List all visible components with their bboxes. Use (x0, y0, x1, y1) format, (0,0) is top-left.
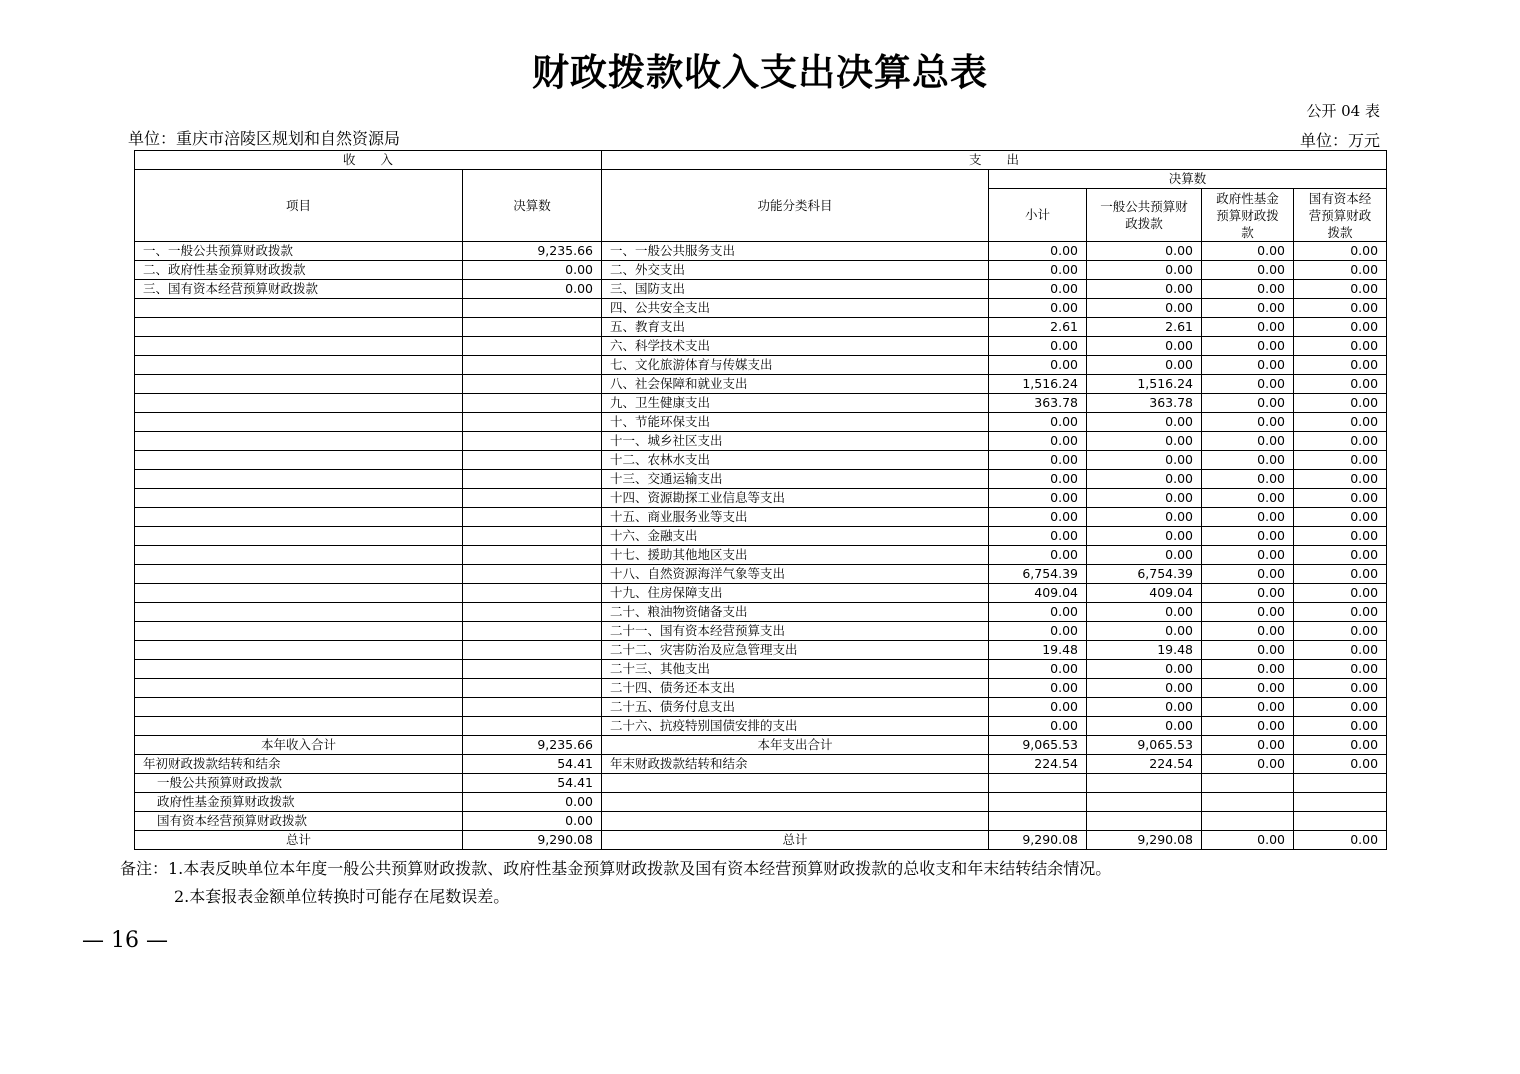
income-item-value (463, 432, 602, 451)
expense-header: 支 出 (602, 151, 1387, 170)
carry-end-general: 224.54 (1087, 755, 1202, 774)
table-row (135, 565, 1387, 584)
empty-cell (602, 793, 989, 812)
income-header: 收 入 (135, 151, 602, 170)
income-item-label (135, 375, 463, 394)
func-item-header: 功能分类科目 (602, 170, 989, 242)
table-row (135, 394, 1387, 413)
carry-sub-row (135, 774, 1387, 793)
note-1: 备注：1.本表反映单位本年度一般公共预算财政拨款、政府性基金预算财政拨款及国有资本经营预算财政拨款的总收支和年末结转结余情况。 (120, 859, 1112, 878)
year-expense-general: 9,065.53 (1087, 736, 1202, 755)
income-item-value (463, 356, 602, 375)
grand-expense-general: 9,290.08 (1087, 831, 1202, 850)
expense-subtotal: 0.00 (989, 679, 1087, 698)
income-item-value (463, 299, 602, 318)
final-header: 决算数 (989, 170, 1387, 189)
carry-sub-label: 国有资本经营预算财政拨款 (135, 812, 463, 831)
expense-gov-fund: 0.00 (1202, 546, 1294, 565)
income-item-label (135, 299, 463, 318)
income-item-value (463, 679, 602, 698)
expense-subtotal: 0.00 (989, 451, 1087, 470)
expense-general: 0.00 (1087, 508, 1202, 527)
expense-state-capital: 0.00 (1294, 603, 1387, 622)
item-header: 项目 (135, 170, 463, 242)
income-item-label (135, 546, 463, 565)
expense-general: 0.00 (1087, 679, 1202, 698)
expense-gov-fund: 0.00 (1202, 565, 1294, 584)
year-expense-total-label: 本年支出合计 (602, 736, 989, 755)
budget-table (134, 150, 1387, 850)
expense-state-capital: 0.00 (1294, 451, 1387, 470)
expense-general: 19.48 (1087, 641, 1202, 660)
expense-subtotal: 1,516.24 (989, 375, 1087, 394)
expense-gov-fund: 0.00 (1202, 679, 1294, 698)
header-row-1 (135, 151, 1387, 170)
expense-general: 0.00 (1087, 546, 1202, 565)
empty-cell (1294, 793, 1387, 812)
amount-header: 决算数 (463, 170, 602, 242)
expense-gov-fund: 0.00 (1202, 413, 1294, 432)
grand-income-total-label: 总计 (135, 831, 463, 850)
expense-general: 0.00 (1087, 527, 1202, 546)
expense-state-capital: 0.00 (1294, 717, 1387, 736)
income-item-label (135, 432, 463, 451)
expense-state-capital: 0.00 (1294, 337, 1387, 356)
expense-general: 363.78 (1087, 394, 1202, 413)
table-row (135, 337, 1387, 356)
table-row (135, 717, 1387, 736)
expense-general: 1,516.24 (1087, 375, 1202, 394)
table-row (135, 489, 1387, 508)
income-item-value: 0.00 (463, 280, 602, 299)
expense-item-label: 十一、城乡社区支出 (602, 432, 989, 451)
expense-state-capital: 0.00 (1294, 318, 1387, 337)
expense-gov-fund: 0.00 (1202, 641, 1294, 660)
expense-gov-fund: 0.00 (1202, 622, 1294, 641)
expense-state-capital: 0.00 (1294, 660, 1387, 679)
expense-gov-fund: 0.00 (1202, 603, 1294, 622)
expense-item-label: 九、卫生健康支出 (602, 394, 989, 413)
expense-item-label: 十七、援助其他地区支出 (602, 546, 989, 565)
carry-sub-row (135, 793, 1387, 812)
expense-item-label: 三、国防支出 (602, 280, 989, 299)
expense-general: 0.00 (1087, 470, 1202, 489)
empty-cell (989, 812, 1087, 831)
expense-general: 0.00 (1087, 337, 1202, 356)
expense-state-capital: 0.00 (1294, 299, 1387, 318)
year-income-total-label: 本年收入合计 (135, 736, 463, 755)
income-item-value (463, 584, 602, 603)
expense-state-capital: 0.00 (1294, 242, 1387, 261)
table-row (135, 660, 1387, 679)
table-row (135, 318, 1387, 337)
expense-gov-fund: 0.00 (1202, 584, 1294, 603)
grand-expense-state-capital: 0.00 (1294, 831, 1387, 850)
income-item-label (135, 337, 463, 356)
income-item-value (463, 489, 602, 508)
grand-expense-gov-fund: 0.00 (1202, 831, 1294, 850)
income-item-label: 三、国有资本经营预算财政拨款 (135, 280, 463, 299)
carry-end-subtotal: 224.54 (989, 755, 1087, 774)
income-item-value (463, 660, 602, 679)
expense-item-label: 二十二、灾害防治及应急管理支出 (602, 641, 989, 660)
expense-gov-fund: 0.00 (1202, 698, 1294, 717)
income-item-value (463, 318, 602, 337)
expense-subtotal: 0.00 (989, 698, 1087, 717)
expense-gov-fund: 0.00 (1202, 261, 1294, 280)
carry-end-gov-fund: 0.00 (1202, 755, 1294, 774)
table-row (135, 242, 1387, 261)
income-item-value (463, 717, 602, 736)
state-capital-header: 国有资本经营预算财政拨款 (1294, 189, 1387, 242)
year-income-total-value: 9,235.66 (463, 736, 602, 755)
page-number: — 16 — (82, 928, 168, 953)
expense-gov-fund: 0.00 (1202, 470, 1294, 489)
expense-gov-fund: 0.00 (1202, 489, 1294, 508)
year-expense-subtotal: 9,065.53 (989, 736, 1087, 755)
expense-item-label: 十九、住房保障支出 (602, 584, 989, 603)
income-item-value (463, 603, 602, 622)
expense-subtotal: 6,754.39 (989, 565, 1087, 584)
expense-item-label: 二十四、债务还本支出 (602, 679, 989, 698)
carry-sub-value: 54.41 (463, 774, 602, 793)
empty-cell (1087, 812, 1202, 831)
table-row (135, 508, 1387, 527)
expense-item-label: 二、外交支出 (602, 261, 989, 280)
income-item-label (135, 584, 463, 603)
expense-general: 6,754.39 (1087, 565, 1202, 584)
income-item-label: 二、政府性基金预算财政拨款 (135, 261, 463, 280)
year-expense-state-capital: 0.00 (1294, 736, 1387, 755)
expense-state-capital: 0.00 (1294, 489, 1387, 508)
carry-sub-value: 0.00 (463, 812, 602, 831)
expense-subtotal: 0.00 (989, 432, 1087, 451)
table-row (135, 432, 1387, 451)
unit-organization: 单位：重庆市涪陵区规划和自然资源局 (128, 129, 401, 148)
expense-subtotal: 2.61 (989, 318, 1087, 337)
table-row (135, 584, 1387, 603)
carry-sub-label: 政府性基金预算财政拨款 (135, 793, 463, 812)
income-item-value (463, 470, 602, 489)
expense-general: 0.00 (1087, 356, 1202, 375)
expense-subtotal: 0.00 (989, 622, 1087, 641)
grand-expense-total-label: 总计 (602, 831, 989, 850)
empty-cell (1202, 793, 1294, 812)
table-row (135, 280, 1387, 299)
expense-subtotal: 19.48 (989, 641, 1087, 660)
income-item-label: 一、一般公共预算财政拨款 (135, 242, 463, 261)
expense-item-label: 二十六、抗疫特别国债安排的支出 (602, 717, 989, 736)
expense-general: 0.00 (1087, 280, 1202, 299)
expense-subtotal: 0.00 (989, 280, 1087, 299)
expense-item-label: 十八、自然资源海洋气象等支出 (602, 565, 989, 584)
income-item-value (463, 413, 602, 432)
note-2: 2.本套报表金额单位转换时可能存在尾数误差。 (174, 887, 510, 906)
expense-subtotal: 0.00 (989, 527, 1087, 546)
expense-gov-fund: 0.00 (1202, 717, 1294, 736)
income-item-label (135, 641, 463, 660)
expense-gov-fund: 0.00 (1202, 432, 1294, 451)
expense-general: 0.00 (1087, 261, 1202, 280)
expense-item-label: 十六、金融支出 (602, 527, 989, 546)
expense-state-capital: 0.00 (1294, 565, 1387, 584)
expense-general: 0.00 (1087, 242, 1202, 261)
income-item-label (135, 622, 463, 641)
expense-gov-fund: 0.00 (1202, 318, 1294, 337)
expense-item-label: 六、科学技术支出 (602, 337, 989, 356)
expense-subtotal: 363.78 (989, 394, 1087, 413)
unit-currency: 单位：万元 (1299, 131, 1380, 150)
carry-end-state-capital: 0.00 (1294, 755, 1387, 774)
empty-cell (1087, 774, 1202, 793)
expense-state-capital: 0.00 (1294, 698, 1387, 717)
income-item-value (463, 565, 602, 584)
income-item-label (135, 698, 463, 717)
table-row (135, 641, 1387, 660)
income-item-label (135, 565, 463, 584)
expense-general: 0.00 (1087, 432, 1202, 451)
general-budget-header: 一般公共预算财政拨款 (1087, 189, 1202, 242)
expense-state-capital: 0.00 (1294, 261, 1387, 280)
expense-item-label: 十、节能环保支出 (602, 413, 989, 432)
carry-begin-label: 年初财政拨款结转和结余 (135, 755, 463, 774)
income-item-value (463, 508, 602, 527)
expense-gov-fund: 0.00 (1202, 451, 1294, 470)
grand-expense-subtotal: 9,290.08 (989, 831, 1087, 850)
page-title: 财政拨款收入支出决算总表 (532, 50, 988, 94)
gov-fund-header: 政府性基金预算财政拨款 (1202, 189, 1294, 242)
carry-begin-value: 54.41 (463, 755, 602, 774)
table-row (135, 603, 1387, 622)
expense-item-label: 二十一、国有资本经营预算支出 (602, 622, 989, 641)
expense-subtotal: 0.00 (989, 470, 1087, 489)
expense-subtotal: 0.00 (989, 603, 1087, 622)
expense-state-capital: 0.00 (1294, 356, 1387, 375)
expense-subtotal: 0.00 (989, 717, 1087, 736)
carry-sub-value: 0.00 (463, 793, 602, 812)
income-item-label (135, 679, 463, 698)
year-expense-gov-fund: 0.00 (1202, 736, 1294, 755)
empty-cell (1294, 812, 1387, 831)
empty-cell (989, 774, 1087, 793)
expense-state-capital: 0.00 (1294, 432, 1387, 451)
income-item-value (463, 527, 602, 546)
expense-subtotal: 409.04 (989, 584, 1087, 603)
expense-state-capital: 0.00 (1294, 413, 1387, 432)
income-item-label (135, 527, 463, 546)
income-item-label (135, 603, 463, 622)
table-row (135, 527, 1387, 546)
expense-state-capital: 0.00 (1294, 375, 1387, 394)
expense-general: 0.00 (1087, 451, 1202, 470)
expense-item-label: 七、文化旅游体育与传媒支出 (602, 356, 989, 375)
income-item-label (135, 394, 463, 413)
table-row (135, 470, 1387, 489)
expense-state-capital: 0.00 (1294, 584, 1387, 603)
income-item-value (463, 451, 602, 470)
grand-total-row (135, 831, 1387, 850)
expense-general: 0.00 (1087, 698, 1202, 717)
table-row (135, 356, 1387, 375)
expense-general: 2.61 (1087, 318, 1202, 337)
expense-item-label: 十四、资源勘探工业信息等支出 (602, 489, 989, 508)
table-row (135, 413, 1387, 432)
expense-state-capital: 0.00 (1294, 280, 1387, 299)
income-item-value (463, 546, 602, 565)
income-item-value: 9,235.66 (463, 242, 602, 261)
expense-gov-fund: 0.00 (1202, 356, 1294, 375)
carry-end-label: 年末财政拨款结转和结余 (602, 755, 989, 774)
expense-item-label: 五、教育支出 (602, 318, 989, 337)
expense-gov-fund: 0.00 (1202, 508, 1294, 527)
expense-item-label: 一、一般公共服务支出 (602, 242, 989, 261)
empty-cell (602, 812, 989, 831)
expense-item-label: 八、社会保障和就业支出 (602, 375, 989, 394)
subtotal-header: 小计 (989, 189, 1087, 242)
carry-row (135, 755, 1387, 774)
empty-cell (1294, 774, 1387, 793)
expense-item-label: 二十三、其他支出 (602, 660, 989, 679)
table-row (135, 299, 1387, 318)
table-row (135, 375, 1387, 394)
header-row-2 (135, 170, 1387, 189)
income-item-value (463, 698, 602, 717)
table-row (135, 622, 1387, 641)
income-item-value (463, 394, 602, 413)
empty-cell (989, 793, 1087, 812)
expense-general: 409.04 (1087, 584, 1202, 603)
empty-cell (602, 774, 989, 793)
expense-general: 0.00 (1087, 413, 1202, 432)
income-item-value (463, 375, 602, 394)
expense-state-capital: 0.00 (1294, 546, 1387, 565)
expense-subtotal: 0.00 (989, 356, 1087, 375)
empty-cell (1202, 812, 1294, 831)
expense-general: 0.00 (1087, 717, 1202, 736)
income-item-label (135, 356, 463, 375)
expense-general: 0.00 (1087, 299, 1202, 318)
income-item-value: 0.00 (463, 261, 602, 280)
expense-gov-fund: 0.00 (1202, 242, 1294, 261)
expense-state-capital: 0.00 (1294, 394, 1387, 413)
table-body (135, 242, 1387, 850)
income-item-label (135, 318, 463, 337)
grand-income-total-value: 9,290.08 (463, 831, 602, 850)
expense-item-label: 二十、粮油物资储备支出 (602, 603, 989, 622)
expense-state-capital: 0.00 (1294, 527, 1387, 546)
table-row (135, 546, 1387, 565)
expense-gov-fund: 0.00 (1202, 280, 1294, 299)
expense-gov-fund: 0.00 (1202, 527, 1294, 546)
expense-gov-fund: 0.00 (1202, 299, 1294, 318)
table-row (135, 451, 1387, 470)
expense-item-label: 十三、交通运输支出 (602, 470, 989, 489)
table-row (135, 261, 1387, 280)
expense-state-capital: 0.00 (1294, 679, 1387, 698)
expense-item-label: 四、公共安全支出 (602, 299, 989, 318)
expense-subtotal: 0.00 (989, 489, 1087, 508)
income-item-label (135, 717, 463, 736)
income-item-value (463, 337, 602, 356)
income-item-label (135, 660, 463, 679)
expense-general: 0.00 (1087, 660, 1202, 679)
year-total-row (135, 736, 1387, 755)
expense-item-label: 十五、商业服务业等支出 (602, 508, 989, 527)
income-item-label (135, 508, 463, 527)
expense-general: 0.00 (1087, 622, 1202, 641)
expense-state-capital: 0.00 (1294, 622, 1387, 641)
income-item-label (135, 451, 463, 470)
table-row (135, 679, 1387, 698)
expense-subtotal: 0.00 (989, 660, 1087, 679)
expense-state-capital: 0.00 (1294, 470, 1387, 489)
expense-gov-fund: 0.00 (1202, 394, 1294, 413)
expense-gov-fund: 0.00 (1202, 660, 1294, 679)
income-item-label (135, 413, 463, 432)
expense-gov-fund: 0.00 (1202, 375, 1294, 394)
expense-subtotal: 0.00 (989, 546, 1087, 565)
expense-gov-fund: 0.00 (1202, 337, 1294, 356)
empty-cell (1087, 793, 1202, 812)
form-code: 公开 04 表 (1306, 102, 1380, 120)
expense-subtotal: 0.00 (989, 337, 1087, 356)
empty-cell (1202, 774, 1294, 793)
expense-general: 0.00 (1087, 603, 1202, 622)
income-item-value (463, 622, 602, 641)
expense-subtotal: 0.00 (989, 299, 1087, 318)
expense-subtotal: 0.00 (989, 242, 1087, 261)
carry-sub-label: 一般公共预算财政拨款 (135, 774, 463, 793)
expense-state-capital: 0.00 (1294, 508, 1387, 527)
expense-general: 0.00 (1087, 489, 1202, 508)
expense-item-label: 二十五、债务付息支出 (602, 698, 989, 717)
expense-subtotal: 0.00 (989, 261, 1087, 280)
expense-item-label: 十二、农林水支出 (602, 451, 989, 470)
table-row (135, 698, 1387, 717)
expense-subtotal: 0.00 (989, 413, 1087, 432)
expense-state-capital: 0.00 (1294, 641, 1387, 660)
expense-subtotal: 0.00 (989, 508, 1087, 527)
income-item-label (135, 470, 463, 489)
income-item-label (135, 489, 463, 508)
income-item-value (463, 641, 602, 660)
carry-sub-row (135, 812, 1387, 831)
